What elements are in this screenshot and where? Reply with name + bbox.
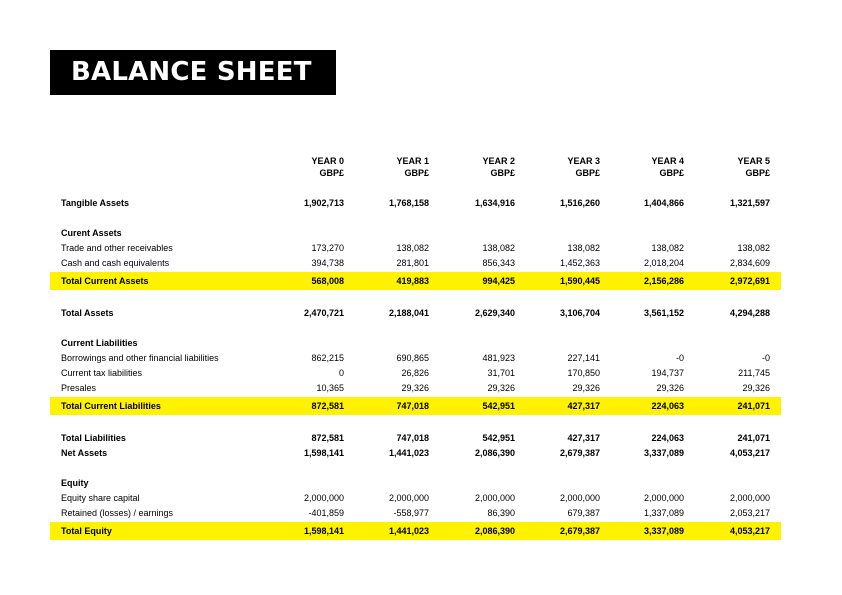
- cell-year-3: 1,590,445: [559, 276, 600, 286]
- table-row-equity: [50, 476, 781, 491]
- cell-year-1: 26,826: [401, 368, 429, 378]
- cell-year-1: 690,865: [396, 353, 429, 363]
- cell-year-4: 3,337,089: [643, 526, 684, 536]
- cell-year-1: -558,977: [393, 508, 429, 518]
- cell-year-5: 4,294,288: [729, 308, 770, 318]
- table-row-current-liabilities: [50, 336, 781, 351]
- column-header-year-4: [598, 155, 684, 179]
- cell-year-4: 3,337,089: [643, 448, 684, 458]
- row-label: Net Assets: [61, 448, 108, 458]
- table-row-total-current-assets: [50, 272, 781, 290]
- cell-year-4: -0: [675, 353, 684, 363]
- cell-year-3: 2,679,387: [559, 448, 600, 458]
- column-year-label: YEAR 5: [737, 156, 770, 166]
- cell-year-4: 29,326: [656, 383, 684, 393]
- page-title: BALANCE SHEET: [50, 50, 336, 95]
- cell-year-5: 2,000,000: [729, 493, 770, 503]
- row-label: Total Equity: [61, 526, 112, 536]
- cell-year-2: 994,425: [482, 276, 515, 286]
- table-row-equity-share-capital: [50, 491, 781, 506]
- column-year-label: YEAR 0: [311, 156, 344, 166]
- cell-year-4: 2,156,286: [643, 276, 684, 286]
- cell-year-0: 394,738: [311, 258, 344, 268]
- column-header-year-1: [343, 155, 429, 179]
- table-row-curent-assets: [50, 226, 781, 241]
- column-header-year-2: [429, 155, 515, 179]
- cell-year-1: 29,326: [401, 383, 429, 393]
- table-row-total-assets: [50, 306, 781, 321]
- cell-year-5: 1,321,597: [729, 198, 770, 208]
- cell-year-1: 2,188,041: [388, 308, 429, 318]
- cell-year-5: 241,071: [737, 433, 770, 443]
- cell-year-5: 29,326: [742, 383, 770, 393]
- cell-year-3: 1,452,363: [559, 258, 600, 268]
- cell-year-2: 138,082: [482, 243, 515, 253]
- cell-year-1: 1,768,158: [388, 198, 429, 208]
- column-year-label: YEAR 3: [567, 156, 600, 166]
- table-row-total-liabilities: [50, 431, 781, 446]
- table-row-total-current-liabilities: [50, 397, 781, 415]
- row-label: Total Liabilities: [61, 433, 126, 443]
- column-unit-label: GBP£: [404, 168, 429, 178]
- cell-year-1: 747,018: [396, 401, 429, 411]
- cell-year-4: 194,737: [651, 368, 684, 378]
- cell-year-2: 2,000,000: [474, 493, 515, 503]
- cell-year-3: 1,516,260: [559, 198, 600, 208]
- cell-year-2: 31,701: [487, 368, 515, 378]
- cell-year-4: 2,018,204: [643, 258, 684, 268]
- cell-year-2: 1,634,916: [474, 198, 515, 208]
- table-row-total-equity: [50, 522, 781, 540]
- row-label: Curent Assets: [61, 228, 122, 238]
- cell-year-1: 1,441,023: [388, 526, 429, 536]
- cell-year-2: 2,629,340: [474, 308, 515, 318]
- cell-year-4: 224,063: [651, 433, 684, 443]
- cell-year-1: 747,018: [396, 433, 429, 443]
- cell-year-2: 29,326: [487, 383, 515, 393]
- cell-year-0: 1,598,141: [303, 526, 344, 536]
- cell-year-4: 224,063: [651, 401, 684, 411]
- cell-year-3: 29,326: [572, 383, 600, 393]
- cell-year-1: 1,441,023: [388, 448, 429, 458]
- cell-year-5: 138,082: [737, 243, 770, 253]
- cell-year-0: 2,000,000: [303, 493, 344, 503]
- cell-year-5: 2,972,691: [729, 276, 770, 286]
- row-label: Equity share capital: [61, 493, 140, 503]
- cell-year-0: 10,365: [316, 383, 344, 393]
- cell-year-1: 2,000,000: [388, 493, 429, 503]
- column-header-year-3: [514, 155, 600, 179]
- cell-year-3: 170,850: [567, 368, 600, 378]
- table-row-cash-and-cash-equivalents: [50, 256, 781, 271]
- cell-year-5: 4,053,217: [729, 526, 770, 536]
- cell-year-3: 138,082: [567, 243, 600, 253]
- column-unit-label: GBP£: [575, 168, 600, 178]
- column-year-label: YEAR 4: [651, 156, 684, 166]
- table-row-current-tax-liabilities: [50, 366, 781, 381]
- row-label: Tangible Assets: [61, 198, 130, 208]
- cell-year-3: 427,317: [567, 433, 600, 443]
- cell-year-4: 1,337,089: [643, 508, 684, 518]
- cell-year-4: 3,561,152: [643, 308, 684, 318]
- column-unit-label: GBP£: [745, 168, 770, 178]
- cell-year-3: 227,141: [567, 353, 600, 363]
- cell-year-3: 3,106,704: [559, 308, 600, 318]
- row-label: Presales: [61, 383, 97, 393]
- table-row-tangible-assets: [50, 196, 781, 211]
- table-row-trade-and-other-receivables: [50, 241, 781, 256]
- row-label: Total Current Liabilities: [61, 401, 161, 411]
- cell-year-2: 2,086,390: [474, 448, 515, 458]
- cell-year-2: 481,923: [482, 353, 515, 363]
- table-row-net-assets: [50, 446, 781, 461]
- row-label: Trade and other receivables: [61, 243, 173, 253]
- cell-year-5: 2,834,609: [729, 258, 770, 268]
- cell-year-5: -0: [761, 353, 770, 363]
- cell-year-0: 0: [338, 368, 344, 378]
- cell-year-3: 2,679,387: [559, 526, 600, 536]
- cell-year-0: 568,008: [311, 276, 344, 286]
- cell-year-2: 542,951: [482, 401, 515, 411]
- cell-year-3: 2,000,000: [559, 493, 600, 503]
- cell-year-0: 2,470,721: [303, 308, 344, 318]
- cell-year-0: 1,902,713: [303, 198, 344, 208]
- row-label: Retained (losses) / earnings: [61, 508, 174, 518]
- cell-year-0: 862,215: [311, 353, 344, 363]
- column-header-year-5: [684, 155, 770, 179]
- cell-year-0: 872,581: [311, 433, 344, 443]
- column-unit-label: GBP£: [490, 168, 515, 178]
- row-label: Equity: [61, 478, 89, 488]
- cell-year-0: 173,270: [311, 243, 344, 253]
- cell-year-0: 872,581: [311, 401, 344, 411]
- row-label: Borrowings and other financial liabilities: [61, 353, 219, 363]
- cell-year-3: 679,387: [567, 508, 600, 518]
- cell-year-4: 1,404,866: [643, 198, 684, 208]
- column-unit-label: GBP£: [319, 168, 344, 178]
- cell-year-5: 211,745: [738, 368, 770, 378]
- column-year-label: YEAR 1: [396, 156, 429, 166]
- cell-year-3: 427,317: [567, 401, 600, 411]
- column-year-label: YEAR 2: [482, 156, 515, 166]
- row-label: Total Current Assets: [61, 276, 149, 286]
- cell-year-2: 856,343: [482, 258, 515, 268]
- cell-year-1: 419,883: [396, 276, 429, 286]
- cell-year-2: 86,390: [487, 508, 515, 518]
- cell-year-5: 241,071: [737, 401, 770, 411]
- cell-year-0: 1,598,141: [303, 448, 344, 458]
- column-header-year-0: [258, 155, 344, 179]
- table-row-retained-losses-earnings: [50, 506, 781, 521]
- row-label: Current Liabilities: [61, 338, 138, 348]
- cell-year-4: 2,000,000: [643, 493, 684, 503]
- row-label: Cash and cash equivalents: [61, 258, 170, 268]
- cell-year-2: 542,951: [482, 433, 515, 443]
- cell-year-1: 281,801: [396, 258, 429, 268]
- row-label: Current tax liabilities: [61, 368, 143, 378]
- cell-year-1: 138,082: [396, 243, 429, 253]
- cell-year-5: 2,053,217: [729, 508, 770, 518]
- cell-year-0: -401,859: [308, 508, 344, 518]
- table-row-presales: [50, 381, 781, 396]
- cell-year-2: 2,086,390: [474, 526, 515, 536]
- row-label: Total Assets: [61, 308, 114, 318]
- cell-year-5: 4,053,217: [729, 448, 770, 458]
- cell-year-4: 138,082: [651, 243, 684, 253]
- column-unit-label: GBP£: [659, 168, 684, 178]
- table-row-borrowings-and-other-financial-liabilities: [50, 351, 781, 366]
